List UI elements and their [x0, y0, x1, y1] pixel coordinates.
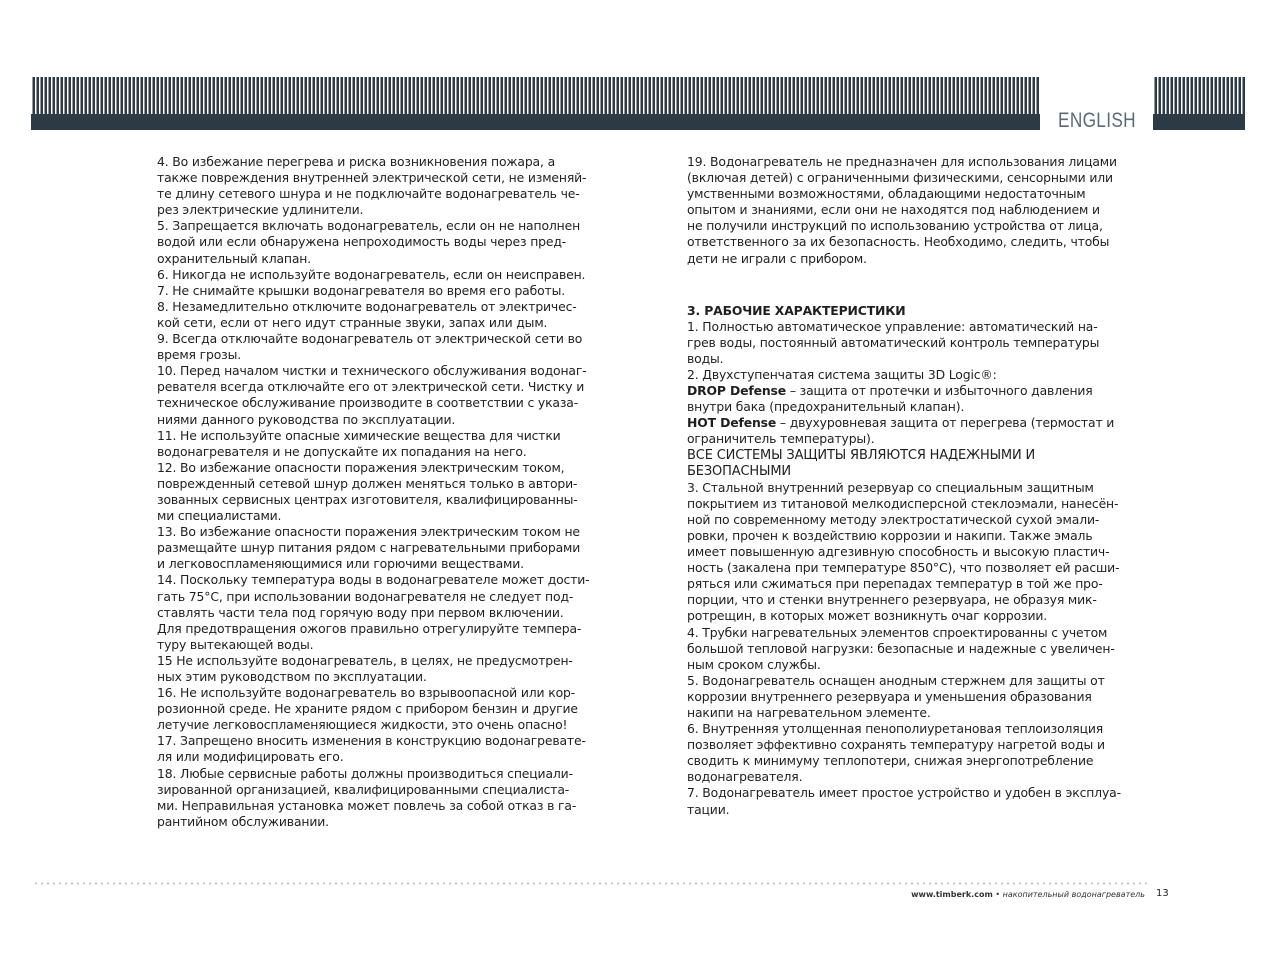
- list-item: 11. Не используйте опасные химические вещества для чистки водонагревателя и не допускайте их попадания на него.: [157, 427, 561, 459]
- list-item: 4. Во избежание перегрева и риска возникновения пожара, а также повреждения внутренней электрической сети, не изменяй- те длину сетевого шнура и не подключайте водонагреватель че- рез электрические удлинители.: [157, 154, 587, 218]
- list-item: 16. Не используйте водонагреватель во взрывоопасной или кор- розионной среде. Не храните рядом с прибором бензин и другие летучие легковоспламеняющиеся жидкости, это очень опасно!: [157, 685, 578, 733]
- page-number: 13: [1156, 888, 1169, 899]
- paragraph: 7. Водонагреватель имеет простое устройство и удобен в эксплуа- тации.: [687, 785, 1121, 817]
- drop-defense-label: DROP Defense: [687, 383, 787, 399]
- list-item: 14. Поскольку температура воды в водонагревателе может дости- гать 75°С, при использовании водонагревателя не следует под- ставлять части тела под горячую воду при первом включении. Для предотвращения ожогов правильно отрегулируйте темпера- туру вытекающей воды.: [157, 572, 590, 652]
- list-item: 12. Во избежание опасности поражения электрическим током, поврежденный сетевой шнур должен меняться только в автори- зованных сервисных центрах изготовителя, квалифицированны- ми специалистами.: [157, 459, 578, 524]
- hot-defense-paragraph: [687, 415, 1162, 447]
- section-spacer: [687, 267, 1162, 303]
- hot-defense-text: – двухуровневая защита от перегрева (термостат и ограничитель температуры).: [687, 415, 1115, 447]
- paragraph: 2. Двухступенчатая система защиты 3D Logic®:: [687, 367, 997, 383]
- dotted-divider: [33, 882, 1151, 885]
- drop-defense-paragraph: [687, 383, 1162, 415]
- header-band-left: [31, 77, 1040, 130]
- paragraph: 3. Стальной внутренний резервуар со специальным защитным покрытием из титановой мелкодисперсной стеклоэмали, нанесён- ной по современному методу электростатической сухой эмали- ровки, прочен к воздействию коррозии и накипи. Также эмаль имеет повышенную адгезивную способность и высокую пластич- ность (закалена при температуре 850°С), что позволяет ей расши- ряться или сжиматься при перепадах температур в той же про- порции, что и стенки внутреннего резервуара, не образуя мик- ротрещин, в которых может возникнуть очаг коррозии.: [687, 479, 1120, 624]
- caps-note: ВСЕ СИСТЕМЫ ЗАЩИТЫ ЯВЛЯЮТСЯ НАДЕЖНЫМИ И БЕЗОПАСНЫМИ: [687, 447, 1036, 479]
- list-item: 7. Не снимайте крышки водонагревателя во время его работы.: [157, 282, 566, 298]
- list-item: 8. Незамедлительно отключите водонагреватель от электричес- кой сети, если от него идут странные звуки, запах или дым.: [157, 298, 577, 330]
- list-item: 9. Всегда отключайте водонагреватель от электрической сети во время грозы.: [157, 331, 583, 363]
- list-item: 18. Любые сервисные работы должны производиться специали- зированной организацией, квалифицированными специалиста- ми. Неправильная установка может повлечь за собой отказ в га- рантийном обслуживании.: [157, 765, 577, 829]
- list-item: 10. Перед началом чистки и технического обслуживания водонаг- ревателя всегда отключайте его от электрической сети. Чистку и техническое обслуживание производите в соответствии с указа- ниями данного руководства по эксплуатации.: [157, 363, 587, 427]
- list-item: 5. Запрещается включать водонагреватель, если он не наполнен водой или если обнаружена непроходимость воды через пред- охранительный клапан.: [157, 218, 581, 266]
- paragraph: 4. Трубки нагревательных элементов спроектированны с учетом большой тепловой нагрузки: безопасные и надежные с увеличен- ным сроком службы.: [687, 624, 1115, 672]
- footer-text: [820, 890, 1145, 899]
- language-label: ENGLISH: [1058, 109, 1136, 132]
- paragraph: 6. Внутренняя утолщенная пенополиуретановая теплоизоляция позволяет эффективно сохранять температуру нагретой воды и сводить к минимуму теплопотери, снижая энергопотребление водонагревателя.: [687, 721, 1105, 785]
- header-band-right: [1153, 77, 1245, 130]
- list-item: 13. Во избежание опасности поражения электрическим током не размещайте шнур питания рядом с нагревательными приборами и легковоспламеняющимися или горючими веществами.: [157, 524, 581, 572]
- paragraph: 1. Полностью автоматическое управление: автоматический на- грев воды, постоянный автоматический контроль температуры воды.: [687, 318, 1100, 366]
- drop-defense-text: – защита от протечки и избыточного давления внутри бака (предохранительный клапан).: [687, 383, 1093, 415]
- right-column: [687, 154, 1162, 818]
- footer-site-link[interactable]: www.timberk.com: [911, 890, 993, 899]
- left-column: [157, 154, 637, 830]
- list-item: 6. Никогда не используйте водонагреватель, если он неисправен.: [157, 266, 586, 282]
- list-item: 17. Запрещено вносить изменения в конструкцию водонагревате- ля или модифицировать его.: [157, 733, 586, 765]
- paragraph: 5. Водонагреватель оснащен анодным стержнем для защиты от коррозии внутреннего резервуара и уменьшения образования накипи на нагревательном элементе.: [687, 672, 1105, 720]
- list-item: 15 Не используйте водонагреватель, в целях, не предусмотрен- ных этим руководством по эксплуатации.: [157, 652, 573, 684]
- footer-description: накопительный водонагреватель: [1002, 890, 1145, 899]
- list-item: 19. Водонагреватель не предназначен для использования лицами (включая детей) с ограниченными физическими, сенсорными или умственными возможностями, обладающими недостаточным опытом и знаниями, если они не находятся под наблюдением и не получили инструкций по использованию устройства от лица, ответственного за их безопасность. Необходимо, следить, чтобы дети не играли с прибором.: [687, 154, 1117, 266]
- hot-defense-label: HOT Defense: [687, 415, 777, 431]
- section-heading: 3. РАБОЧИЕ ХАРАКТЕРИСТИКИ: [687, 302, 906, 318]
- footer-separator: •: [992, 890, 1003, 899]
